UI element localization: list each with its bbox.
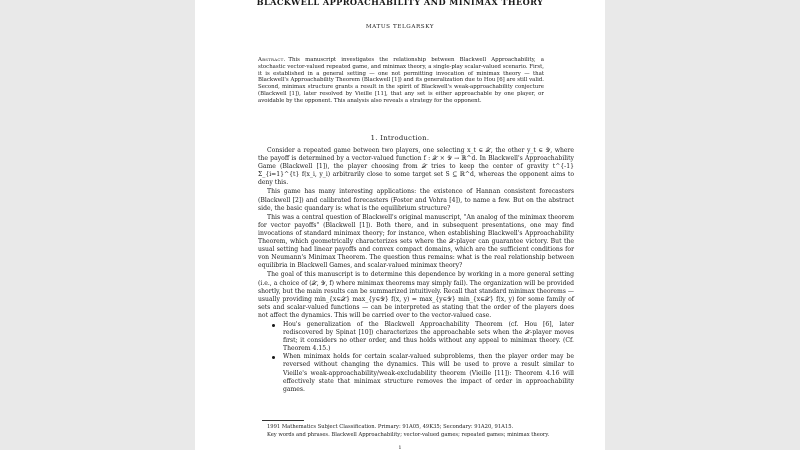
bullet-text: Hou's generalization of the Blackwell Approachability Theorem (cf. Hou [6], later rediscovered by Spinat [10]) characterizes the approachable sets when the 𝒳-player moves first; it considers no other order, and thus holds without any appeal to minimax theory. (Cf. Theorem 4.15.) — [283, 320, 574, 353]
bullet-list — [258, 321, 574, 394]
bullet-text: When minimax holds for certain scalar-valued subproblems, then the player order may be reversed without changing the dynamics. This will be used to prove a result similar to Vieille's weak-approachability/weak-excludability theorem (Vieille [11]): Theorem 4.16 will effectively state that minimax structure removes the impact of order in approachability games. — [283, 353, 574, 393]
footnote-rule — [262, 420, 304, 421]
abstract — [258, 57, 544, 104]
bullet-item — [258, 321, 574, 353]
paper-author: MATUS TELGARSKY — [365, 24, 435, 30]
paragraph: The goal of this manuscript is to determine this dependence by working in a more general setting (i.e., a choice of (𝒳, 𝒴, f) where minimax theorems may simply fail). The organization will be provided shortly, but the main results can be summarized intuitively. Recall that standard minimax theorems — usually providing min_{x∈𝒳} max_{y∈𝒴} f(x, y) = max_{y∈𝒴} min_{x∈𝒳} f(x, y) for some family of sets and scalar-valued functions — can be interpreted as stating that the order of the players does not affect the dynamics. This will be carried over to the vector-valued case. — [258, 271, 574, 319]
abstract-text: This manuscript investigates the relationship between Blackwell Approachability, a stochastic vector-valued repeated game, and minimax theory, a single-play scalar-valued scenario. First, it is established in a general setting — one not permitting invocation of minimax theory — that Blackwell's Approachability Theorem (Blackwell [1]) and its generalization due to Hou [6] are still valid. Second, minimax structure grants a result in the spirit of Blackwell's weak-approachability conjecture (Blackwell [1]), later resolved by Vieille [11], that any set is either approachable by one player, or avoidable by the opponent. This analysis also reveals a strategy for the opponent. — [258, 57, 544, 104]
bullet-dot-icon — [272, 324, 275, 327]
paragraph: This game has many interesting applications: the existence of Hannan consistent forecasters (Blackwell [2]) and calibrated forecasters (Foster and Vohra [4]), to name a few. But on the abstract side, the basic quandary is: what is the equilibrium structure? — [258, 188, 574, 212]
page-number: 1 — [398, 445, 402, 450]
paper-page — [195, 0, 605, 450]
abstract-label: Abstract. — [258, 57, 286, 63]
bullet-item — [258, 353, 574, 393]
footnote-keywords: Key words and phrases. Blackwell Approachability; vector-valued games; repeated games; minimax theory. — [267, 432, 550, 438]
body-text — [258, 147, 574, 394]
footnote-msc: 1991 Mathematics Subject Classification. Primary: 91A05, 49K35; Secondary: 91A20, 91A15. — [267, 424, 514, 430]
footnotes — [258, 423, 578, 439]
paragraph: This was a central question of Blackwell's original manuscript, "An analog of the minimax theorem for vector payoffs" (Blackwell [1]). Both there, and in subsequent presentations, one may find invocations of standard minimax theory; for instance, when establishing Blackwell's Approachability Theorem, which geometrically characterizes sets where the 𝒳-player can guarantee victory. But the usual setting had linear payoffs and convex compact domains, which are the sufficient conditions for von Neumann's Minimax Theorem. The question thus remains: what is the real relationship between equilibria in Blackwell Games, and scalar-valued minimax theory? — [258, 213, 574, 270]
bullet-dot-icon — [272, 356, 275, 359]
paper-title: BLACKWELL APPROACHABILITY AND MINIMAX THEORY — [256, 0, 544, 7]
section-heading: 1. Introduction. — [370, 134, 430, 142]
paragraph: Consider a repeated game between two players, one selecting x_t ∈ 𝒳, the other y_t ∈ 𝒴, where the payoff is determined by a vector-valued function f : 𝒳 × 𝒴 → ℝ^d. In Blackwell's Approachability Game (Blackwell [1]), the player choosing from 𝒳 tries to keep the center of gravity t^{-1} Σ_{i=1}^{t} f(x_i, y_i) arbitrarily close to some target set S ⊆ ℝ^d, whereas the opponent aims to deny this. — [258, 147, 574, 187]
